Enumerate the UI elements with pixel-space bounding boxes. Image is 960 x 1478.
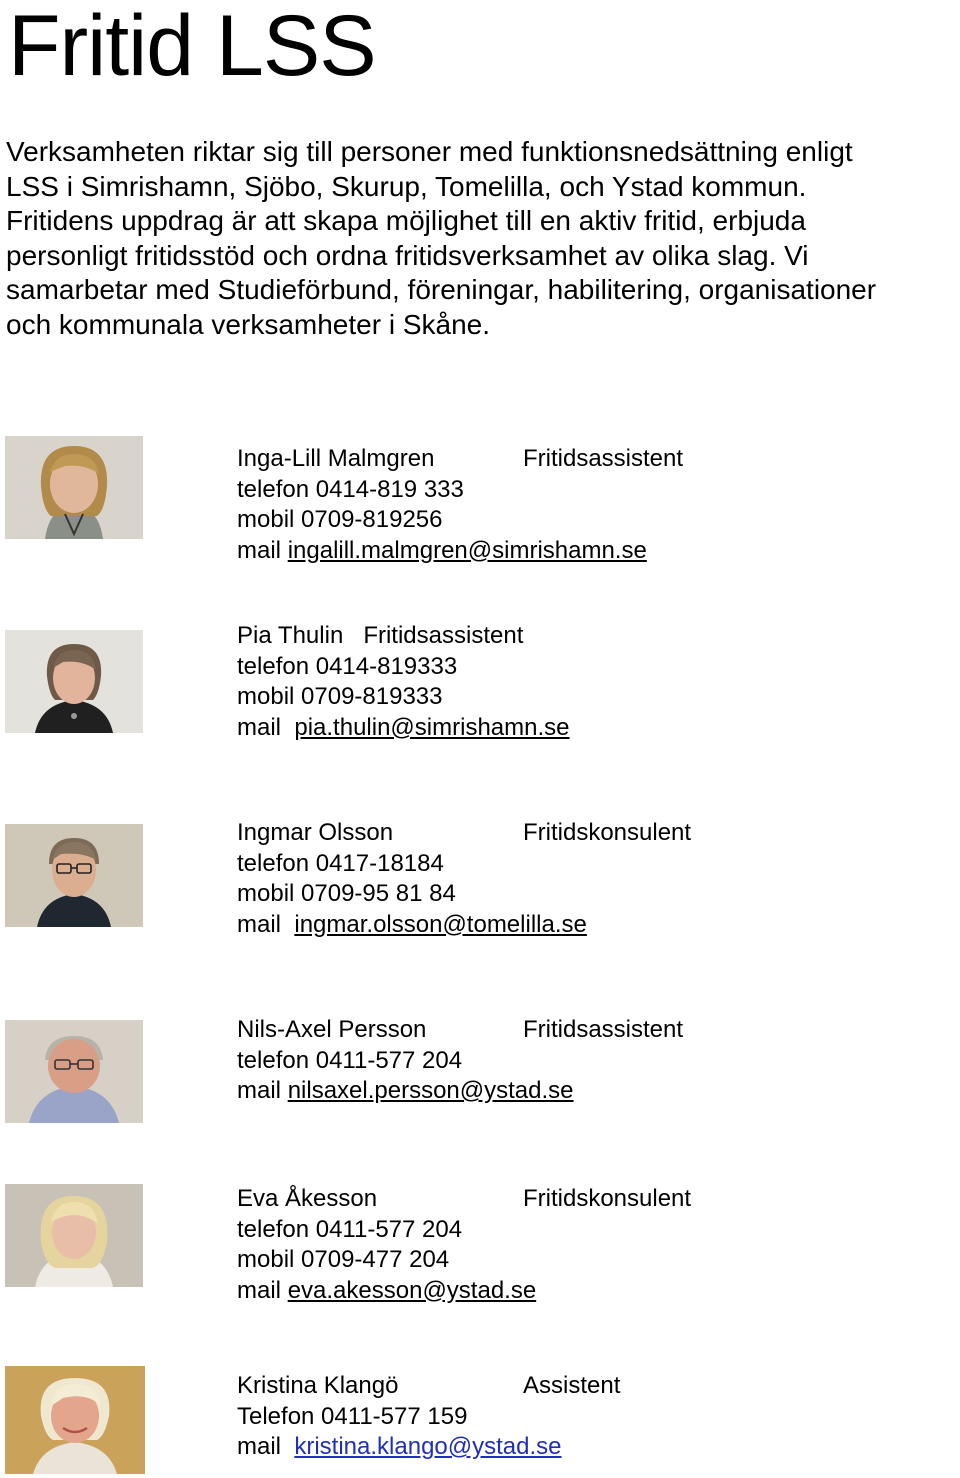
portrait-icon — [5, 1184, 143, 1287]
mail-label: mail — [237, 536, 282, 564]
contact-info — [237, 444, 684, 566]
contact-photo — [5, 1366, 145, 1474]
mail-label: mail — [237, 1077, 282, 1104]
page-title: Fritid LSS — [8, 0, 376, 94]
intro-line: Fritidens uppdrag är att skapa möjlighet till en aktiv fritid, erbjuda — [6, 205, 806, 236]
email-link[interactable]: ingmar.olsson@tomelilla.se — [294, 910, 587, 938]
mail-label: mail — [237, 713, 282, 741]
contact-role: Fritidsassistent — [363, 622, 524, 649]
contact-info — [237, 818, 692, 940]
contact-mobile: mobil 0709-819333 — [237, 683, 443, 710]
contact-name: Pia Thulin — [237, 622, 344, 649]
portrait-icon — [5, 824, 143, 927]
contact-phone: telefon 0417-18184 — [237, 849, 444, 877]
intro-line: samarbetar med Studieförbund, föreningar, habilitering, organisationer — [6, 274, 877, 305]
contact-mobile: mobil 0709-477 204 — [237, 1246, 450, 1273]
contact-role: Fritidsassistent — [523, 1016, 684, 1043]
contact-info — [237, 1184, 692, 1306]
mail-label: mail — [237, 1276, 282, 1304]
contact-photo — [5, 1184, 143, 1287]
intro-line: personligt fritidsstöd och ordna fritidsverksamhet av olika slag. Vi — [6, 239, 809, 271]
portrait-icon — [5, 1366, 145, 1474]
contact-name: Ingmar Olsson — [237, 819, 394, 846]
contact-mobile: mobil 0709-819256 — [237, 506, 443, 533]
contact-info — [237, 1015, 684, 1107]
contact-role: Assistent — [523, 1372, 621, 1399]
contact-photo — [5, 630, 143, 733]
intro-line: Verksamheten riktar sig till personer med funktionsnedsättning enligt — [6, 136, 853, 167]
email-link[interactable]: pia.thulin@simrishamn.se — [294, 713, 570, 741]
portrait-icon — [5, 630, 143, 733]
mail-label: mail — [237, 910, 282, 938]
portrait-icon — [5, 1020, 143, 1123]
contact-phone: telefon 0411-577 204 — [237, 1215, 463, 1243]
contact-name: Inga-Lill Malmgren — [237, 445, 435, 472]
contact-phone: telefon 0414-819 333 — [237, 475, 464, 503]
intro-line: LSS i Simrishamn, Sjöbo, Skurup, Tomelilla, och Ystad kommun. — [6, 170, 807, 202]
contact-name: Nils-Axel Persson — [237, 1016, 427, 1043]
portrait-icon — [5, 436, 143, 539]
contact-info — [237, 621, 570, 743]
email-link[interactable]: nilsaxel.persson@ystad.se — [287, 1077, 574, 1104]
contact-name: Eva Åkesson — [237, 1185, 378, 1212]
email-link[interactable]: ingalill.malmgren@simrishamn.se — [287, 536, 647, 564]
contact-role: Fritidskonsulent — [523, 1185, 692, 1212]
mail-label: mail — [237, 1433, 282, 1460]
contact-name: Kristina Klangö — [237, 1372, 399, 1399]
contact-phone: telefon 0411-577 204 — [237, 1046, 463, 1074]
contact-mobile: mobil 0709-95 81 84 — [237, 880, 456, 907]
contact-role: Fritidsassistent — [523, 445, 684, 472]
contact-photo — [5, 824, 143, 927]
contact-info — [237, 1371, 621, 1463]
contact-phone: Telefon 0411-577 159 — [237, 1402, 468, 1430]
intro-line: och kommunala verksamheter i Skåne. — [6, 308, 490, 340]
email-link[interactable]: kristina.klango@ystad.se — [294, 1433, 562, 1460]
contact-role: Fritidskonsulent — [523, 819, 692, 846]
intro-text — [6, 135, 956, 342]
contact-phone: telefon 0414-819333 — [237, 652, 458, 680]
contact-photo — [5, 436, 143, 539]
email-link[interactable]: eva.akesson@ystad.se — [287, 1276, 537, 1304]
contact-photo — [5, 1020, 143, 1123]
